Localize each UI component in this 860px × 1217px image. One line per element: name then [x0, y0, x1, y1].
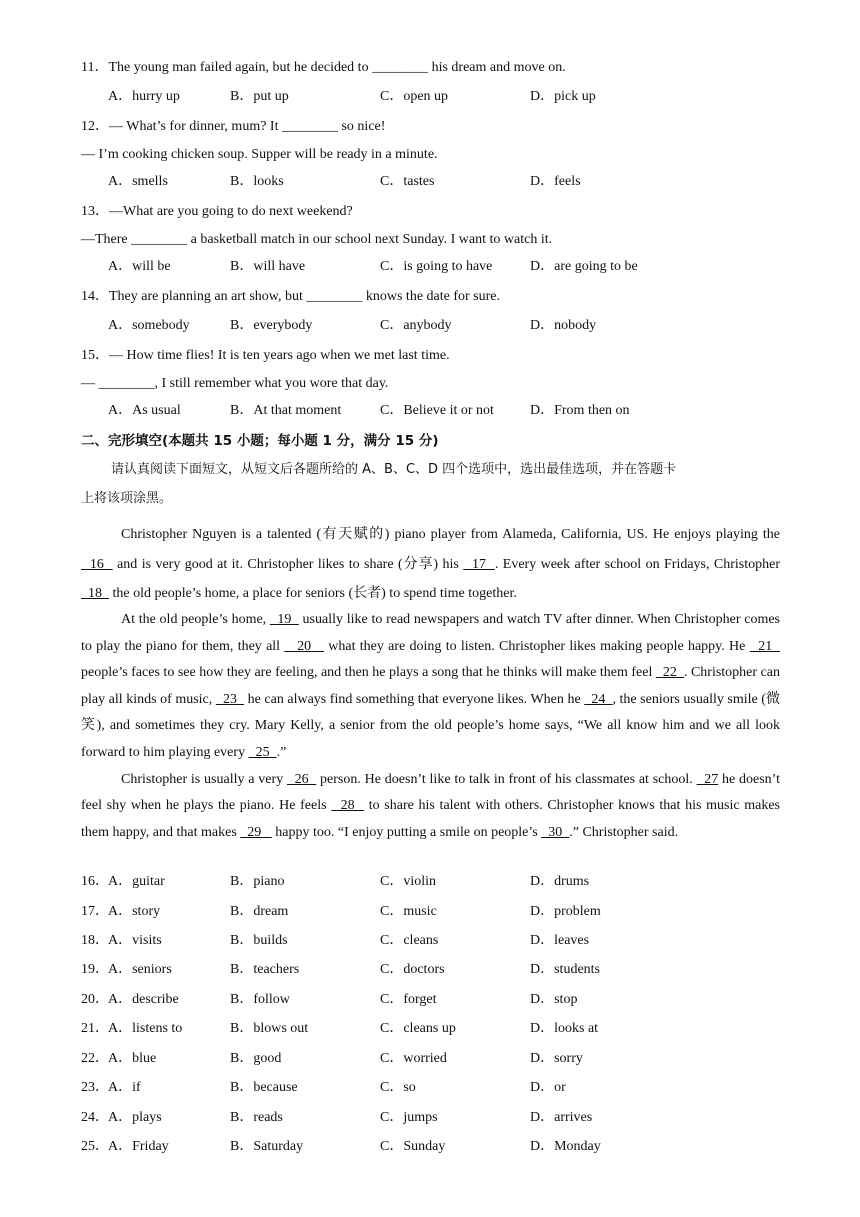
option-a: A．story: [108, 904, 161, 919]
option-a: A．if: [108, 1080, 141, 1095]
option-a: A．hurry up: [108, 89, 180, 104]
passage-paragraph-2: [81, 607, 780, 767]
passage-text: he can always find something that everyone likes. When he: [244, 691, 585, 707]
option-a: A．somebody: [108, 318, 190, 333]
passage-text: . Every week after school on Fridays, Christopher: [494, 556, 781, 572]
answer-blank: 20: [284, 638, 325, 654]
option-a: A．Friday: [108, 1139, 169, 1154]
question-14-options: [108, 317, 780, 335]
passage-text: , the seniors usually smile (微笑), and sometimes they cry. Mary Kelly, a senior from the old people’s home says, “We all know him and we all look forward to him playing every: [81, 691, 781, 760]
option-d: D．looks at: [530, 1021, 599, 1036]
option-d: D．leaves: [530, 933, 590, 948]
answer-blank: 16: [81, 556, 113, 572]
cloze-question-row: [81, 991, 780, 1009]
option-b: B．Saturday: [230, 1139, 304, 1154]
question-15-options: [108, 402, 780, 420]
question-number: 18．: [81, 933, 109, 948]
option-b: B．dream: [230, 904, 289, 919]
passage-text: what they are doing to listen. Christopher likes making people happy. He: [324, 638, 750, 654]
option-c: C．tastes: [380, 174, 435, 189]
option-d: D．sorry: [530, 1051, 583, 1066]
option-b: B．piano: [230, 874, 285, 889]
passage-text: happy too. “I enjoy putting a smile on people’s: [271, 824, 542, 840]
option-a: A．blue: [108, 1051, 157, 1066]
answer-blank: 28: [331, 798, 365, 814]
cloze-question-row: [81, 1020, 780, 1038]
option-d: D．nobody: [530, 318, 597, 333]
question-number: 21．: [81, 1021, 109, 1036]
answer-blank: 17: [463, 556, 495, 572]
option-d: D．feels: [530, 174, 581, 189]
option-a: A．describe: [108, 992, 179, 1007]
answer-blank: 26: [287, 772, 317, 787]
cloze-question-row: [81, 873, 780, 891]
passage-text: .”: [276, 744, 287, 760]
question-13-reply: —There ________ a basketball match in our school next Sunday. I want to watch it.: [81, 232, 553, 247]
option-a: A．smells: [108, 174, 168, 189]
question-11-stem: 11．The young man failed again, but he decided to ________ his dream and move on.: [81, 60, 566, 75]
question-number: 24．: [81, 1110, 109, 1125]
section-instruction: 请认真阅读下面短文，从短文后各题所给的 A、B、C、D 四个选项中，选出最佳选项，并在答题卡: [111, 462, 677, 477]
passage-text: usually like to read newspapers and watch TV after dinner. When Christopher comes to play the piano for them, they all: [81, 612, 781, 654]
cloze-question-row: [81, 932, 780, 950]
cloze-question-row: [81, 1079, 780, 1097]
question-number: 23．: [81, 1080, 109, 1095]
option-c: C．cleans: [380, 933, 439, 948]
option-b: B．At that moment: [230, 403, 342, 418]
option-c: C．jumps: [380, 1110, 438, 1125]
passage-text: . Christopher can play all kinds of music,: [81, 665, 780, 707]
option-a: A．As usual: [108, 403, 181, 418]
question-number: 22．: [81, 1051, 109, 1066]
section-heading: 二、完形填空(本题共 15 小题；每小题 1 分，满分 15 分): [81, 433, 439, 449]
option-b: B．reads: [230, 1110, 283, 1125]
option-c: C．is going to have: [380, 259, 493, 274]
option-b: B．because: [230, 1080, 298, 1095]
question-number: 17．: [81, 904, 109, 919]
cloze-question-row: [81, 961, 780, 979]
answer-blank: 18: [81, 586, 109, 601]
option-d: D．Monday: [530, 1139, 601, 1154]
option-b: B．good: [230, 1051, 282, 1066]
option-d: D．arrives: [530, 1110, 593, 1125]
option-c: C．Believe it or not: [380, 403, 494, 418]
passage-text: person. He doesn’t like to talk in front of his classmates at school.: [316, 772, 697, 787]
answer-blank: 24: [584, 691, 613, 707]
option-c: C．worried: [380, 1051, 447, 1066]
passage-text: Christopher Nguyen is a talented (有天赋的) piano player from Alameda, California, US. He enjoys playing the: [121, 527, 780, 542]
passage-text: and is very good at it. Christopher likes to share (分享) his: [112, 556, 464, 572]
question-13-options: [108, 258, 780, 276]
cloze-question-row: [81, 1109, 780, 1127]
answer-blank: 29: [240, 824, 272, 840]
question-15-stem: 15．— How time flies! It is ten years ago when we met last time.: [81, 348, 450, 363]
passage-paragraph-1: [81, 520, 780, 609]
option-c: C．forget: [380, 992, 437, 1007]
option-a: A．will be: [108, 259, 171, 274]
passage-text: to share his talent with others. Christopher knows that his music makes them happy, and that makes: [81, 798, 781, 840]
answer-blank: 19: [269, 612, 299, 627]
question-11-options: [108, 88, 780, 106]
option-c: C．music: [380, 904, 437, 919]
passage-text: he doesn’t feel shy when he plays the piano. He feels: [81, 772, 780, 814]
passage-text: the old people’s home, a place for seniors (长者) to spend time together.: [109, 586, 517, 601]
option-c: C．so: [380, 1080, 416, 1095]
cloze-question-row: [81, 903, 780, 921]
option-b: B．blows out: [230, 1021, 309, 1036]
option-b: B．will have: [230, 259, 306, 274]
option-b: B．builds: [230, 933, 288, 948]
answer-blank: 30: [541, 824, 570, 840]
question-number: 16．: [81, 874, 109, 889]
section-instruction-cont: 上将该项涂黑。: [81, 491, 173, 506]
cloze-question-row: [81, 1050, 780, 1068]
question-number: 20．: [81, 992, 109, 1007]
option-d: D．stop: [530, 992, 578, 1007]
option-d: D．are going to be: [530, 259, 638, 274]
option-c: C．doctors: [380, 962, 445, 977]
option-b: B．put up: [230, 89, 289, 104]
option-a: A．seniors: [108, 962, 172, 977]
question-number: 19．: [81, 962, 109, 977]
option-d: D．From then on: [530, 403, 630, 418]
question-12-options: [108, 173, 780, 191]
option-a: A．visits: [108, 933, 162, 948]
option-d: D．problem: [530, 904, 601, 919]
option-c: C．violin: [380, 874, 437, 889]
option-a: A．plays: [108, 1110, 162, 1125]
option-b: B．teachers: [230, 962, 300, 977]
question-12-reply: — I’m cooking chicken soup. Supper will be ready in a minute.: [81, 147, 438, 162]
option-d: D．pick up: [530, 89, 596, 104]
cloze-question-row: [81, 1138, 780, 1156]
option-c: C．cleans up: [380, 1021, 456, 1036]
question-13-stem: 13．—What are you going to do next weekend?: [81, 204, 353, 219]
answer-blank: 22: [655, 665, 684, 681]
question-12-stem: 12．— What’s for dinner, mum? It ________ so nice!: [81, 119, 386, 134]
question-number: 25．: [81, 1139, 109, 1154]
option-c: C．Sunday: [380, 1139, 446, 1154]
option-a: A．listens to: [108, 1021, 183, 1036]
option-b: B．everybody: [230, 318, 313, 333]
option-d: D．students: [530, 962, 600, 977]
option-a: A．guitar: [108, 874, 165, 889]
answer-blank: 25: [248, 744, 277, 760]
option-d: D．or: [530, 1080, 566, 1095]
passage-text: .” Christopher said.: [569, 824, 679, 840]
option-c: C．anybody: [380, 318, 452, 333]
passage-text: Christopher is usually a very: [121, 772, 287, 787]
option-c: C．open up: [380, 89, 449, 104]
question-14-stem: 14．They are planning an art show, but ________ knows the date for sure.: [81, 289, 500, 304]
passage-paragraph-3: [81, 767, 780, 846]
option-d: D．drums: [530, 874, 590, 889]
passage-text: At the old people’s home,: [121, 612, 270, 627]
answer-blank: 27: [696, 772, 719, 787]
option-b: B．looks: [230, 174, 284, 189]
passage-text: people’s faces to see how they are feeling, and then he plays a song that he thinks will make them feel: [81, 665, 656, 681]
option-b: B．follow: [230, 992, 290, 1007]
answer-blank: 23: [215, 691, 245, 707]
question-15-reply: — ________, I still remember what you wore that day.: [81, 376, 389, 391]
answer-blank: 21: [749, 638, 780, 654]
